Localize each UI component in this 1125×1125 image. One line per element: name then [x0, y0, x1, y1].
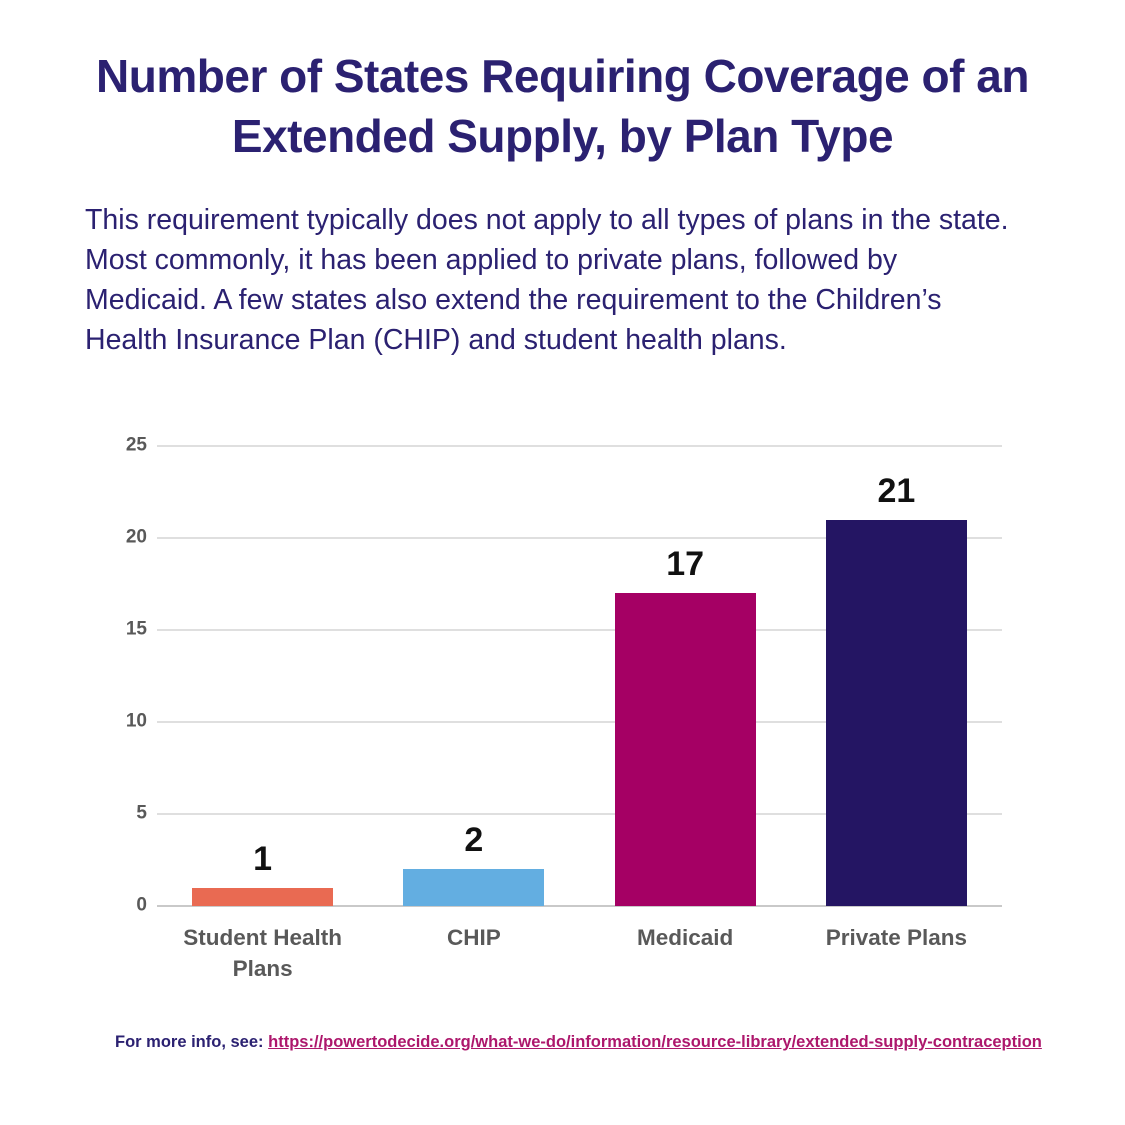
bar-group-private-plans — [791, 446, 1002, 906]
x-axis-label-medicaid: Medicaid — [636, 925, 734, 950]
intro-paragraph: This requirement typically does not apply to all types of plans in the state. Most commonly, it has been applied to private plans, followed by Medicaid. A few states also extend the requirement to the Children’s Health Insurance Plan (CHIP) and student health plans. — [85, 204, 1009, 356]
bar-chart-plot-area — [125, 434, 1002, 916]
page-title — [0, 46, 1125, 166]
bar-medicaid — [615, 593, 756, 906]
x-axis-label-chip: CHIP — [446, 925, 501, 950]
bar-value-label: 1 — [253, 839, 273, 878]
y-axis-tick-label: 25 — [125, 434, 147, 456]
bar-group-medicaid — [580, 446, 791, 906]
bar-group-student-health-plans — [157, 446, 368, 906]
footer — [115, 1033, 1075, 1052]
page-title-line1: Number of States Requiring Coverage of an — [96, 50, 1029, 102]
bar-student-health-plans — [192, 888, 333, 906]
x-axis-label-student-health-plans: Student Health Plans — [183, 925, 342, 981]
bar-value-label: 21 — [877, 471, 916, 510]
bar-chip — [403, 869, 544, 906]
bar-private-plans — [826, 520, 967, 906]
footer-prefix: For more info, see: — [115, 1033, 264, 1051]
y-axis-tick-label: 10 — [125, 710, 147, 732]
bar-group-chip — [368, 446, 579, 906]
footer-link[interactable]: https://powertodecide.org/what-we-do/information/resource-library/extended-supply-contraception — [268, 1033, 1042, 1051]
bar-value-label: 17 — [666, 545, 705, 584]
y-axis-tick-label: 15 — [125, 618, 147, 640]
bars-container — [157, 446, 1002, 906]
y-axis-tick-label: 5 — [136, 802, 147, 824]
x-axis-labels — [157, 922, 1002, 984]
page-title-line2: Extended Supply, by Plan Type — [231, 110, 894, 162]
x-axis-label-private-plans: Private Plans — [825, 925, 968, 950]
y-axis-tick-label: 0 — [136, 894, 147, 916]
y-axis-tick-label: 20 — [125, 526, 147, 548]
bar-value-label: 2 — [464, 821, 484, 860]
